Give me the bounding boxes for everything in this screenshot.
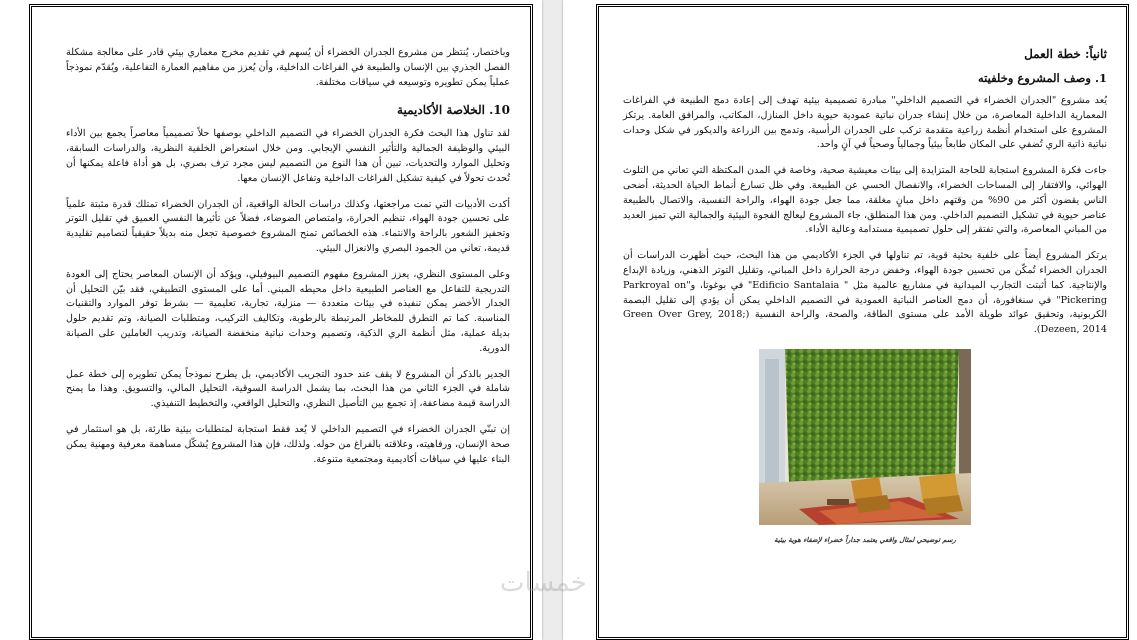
paragraph: جاءت فكرة المشروع استجابة للحاجة المتزايدة إلى بيئات معيشية صحية، وخاصة في المدن المكتظة التي تعاني من التلوث الهوائي، والافتقار إلى المساحات الخضراء، والانفصال الحسي عن الطبيعة. وفي ظل تسارع أنماط الحياة الحديثة، أضحى الناس يقضون أكثر من 90% من وقتهم داخل مبانٍ مغلقة، مما جعل جودة الهواء، والراحة النفسية، والاتصال بالطبيعة عناصر حيوية في تشكيل التصميم الداخلي. ومن هذا المنطلق، جاء المشروع ليعالج الفجوة البيئية والجمالية التي تميز العديد من المباني المعاصرة، والتي تفتقر إلى حلول تصميمية مستدامة وعالية الأداء.: [623, 165, 1107, 236]
green-wall-photo: [759, 349, 971, 525]
page-content: [623, 46, 1107, 548]
watermark-logo: خمسات: [500, 568, 587, 598]
document-page-right: [563, 0, 1137, 640]
document-page-left: [0, 0, 542, 640]
subsection-heading: 1. وصف المشروع وخلفيته: [977, 71, 1107, 85]
paragraph: أكدت الأدبيات التي تمت مراجعتها، وكذلك دراسات الحالة الواقعية، أن الجدران الخضراء تمتلك قدرة مثبتة علمياً على تحسين جودة الهواء، تنظيم الحرارة، وامتصاص الضوضاء، فضلاً عن تأثيرها النفسي العميق في تقليل التوتر وتحفيز الشعور بالراحة والانتماء. هذه الخصائص تمنح المشروع خصوصية تجعل منه بديلاً حقيقياً لتصاميم تقليدية قديمة، تعاني من الجمود البصري والانعزال البيئي.: [66, 198, 510, 254]
paragraph: يُعد مشروع "الجدران الخضراء في التصميم الداخلي" مبادرة تصميمية بيئية تهدف إلى إعادة دمج الطبيعة في الفراغات المعمارية الداخلية المعاصرة، من خلال إنشاء جدران نباتية عمودية حيوية داخل المنازل، المكاتب، والمرافق العامة. يرتكز المشروع على استخدام أنظمة زراعية متقدمة تركب على الجدران الرأسية، وتدمج بين الزراعة والديكور في شكل وحدات نباتية ذاتية الري تُضفي على المكان طابعاً بيئياً وجمالياً وصحياً في آنٍ واحد.: [623, 95, 1107, 151]
section-heading: ثانياً: خطة العمل: [1024, 47, 1107, 61]
paragraph: الجدير بالذكر أن المشروع لا يقف عند حدود التجريب الأكاديمي، بل يطرح نموذجاً يمكن تطويره إلى خطة عمل شاملة في الجزء الثاني من هذا البحث، بما يشمل الدراسة السوقية، التحليل المالي، والتسويق. وهذا ما يمنح الدراسة قيمة مضاعفة، إذ تجمع بين التأصيل النظري، والتحليل الواقعي، والتخطيط التنفيذي.: [66, 368, 510, 410]
intro-paragraph: وباختصار، يُنتظر من مشروع الجدران الخضراء أن يُسهم في تقديم مخرج معماري بيئي قادر على معالجة مشكلة الفصل الجذري بين الإنسان والطبيعة في الفراغات الداخلية، وأن يُعزز من مفاهيم العمارة التفاعلية، ويُقدّم نموذجاً عملياً يمكن تطويره وتوسيعه في سياقات مختلفة.: [66, 47, 510, 88]
paragraph: إن تبنّي الجدران الخضراء في التصميم الداخلي لا يُعد فقط استجابة لمتطلبات بيئية طارئة، بل هو استثمار في صحة الإنسان، ورفاهيته، وعلاقته بالفراغ من حوله. ولذلك، فإن هذا المشروع يُشكّل مساهمة معرفية ومهنية يمكن البناء عليها في سياقات أكاديمية ومجتمعية متنوعة.: [66, 423, 510, 465]
figure-caption: رسم توضيحي لمثال واقعي يعتمد جداراً خضراء لإضفاء هوية بيئية: [774, 535, 956, 544]
paragraph: يرتكز المشروع أيضاً على خلفية بحثية قوية، تم تناولها في الجزء الأكاديمي من هذا البحث، حيث أظهرت الدراسات أن الجدران الخضراء تُمكّن من تحسين جودة الهواء، وخفض درجة الحرارة داخل المباني، وتقليل التوتر الذهني، وزيادة الإبداع والإنتاجية. كما أثبتت التجارب الميدانية في مشاريع عالمية مثل " Edificio Santalaia" في بوغوتا، و"Parkroyal on Pickering" في سنغافورة، أن دمج العناصر النباتية العمودية في التصميم الداخلي يمكن أن يؤدي إلى تقليل البصمة الكربونية، وتحقيق عوائد طويلة الأمد على مستوى الطاقة، والصحة، والراحة النفسية (Green Over Grey, 2018; Dezeen, 2014).: [623, 250, 1107, 336]
section-heading: 10. الخلاصة الأكاديمية: [397, 103, 510, 118]
page-content: [66, 46, 510, 478]
paragraph: لقد تناول هذا البحث فكرة الجدران الخضراء في التصميم الداخلي بوصفها حلاً تصميمياً معاصراً يجمع بين الأداء البيئي والوظيفة الجمالية والتأثير النفسي الإيجابي. ومن خلال استعراض الخلفية النظرية، والدراسات السابقة، وتحليل الموارد والتحديات، تبين أن هذا النوع من التصميم ليس مجرد ترف بصري، بل هو أداة فاعلة يمكنها أن تُحدث تحولاً في كيفية تشكيل الفراغات الداخلية وتفاعل الإنسان معها.: [66, 128, 510, 184]
paragraph: وعلى المستوى النظري، يعزز المشروع مفهوم التصميم البيوفيلي، ويؤكد أن الإنسان المعاصر يحتاج إلى العودة التدريجية للتفاعل مع العناصر الطبيعية داخل محيطه المبني. أما على المستوى التطبيقي، فقد بيّن التحليل أن الجدار الأخضر يمكن تنفيذه في بيئات متعددة — منزلية، تجارية، تعليمية — بشرط توفر الموارد والتقنيات المناسبة. كما تم التطرق للمخاطر المرتبطة بالرطوبة، وتكاليف التركيب، ومتطلبات الصيانة، وتم تقديم حلول بديلة عملية، مثل أنظمة الري الذكية، وتصميم وحدات نباتية منخفضة الصيانة، وتدريب العاملين على الصيانة الدورية.: [66, 268, 510, 354]
